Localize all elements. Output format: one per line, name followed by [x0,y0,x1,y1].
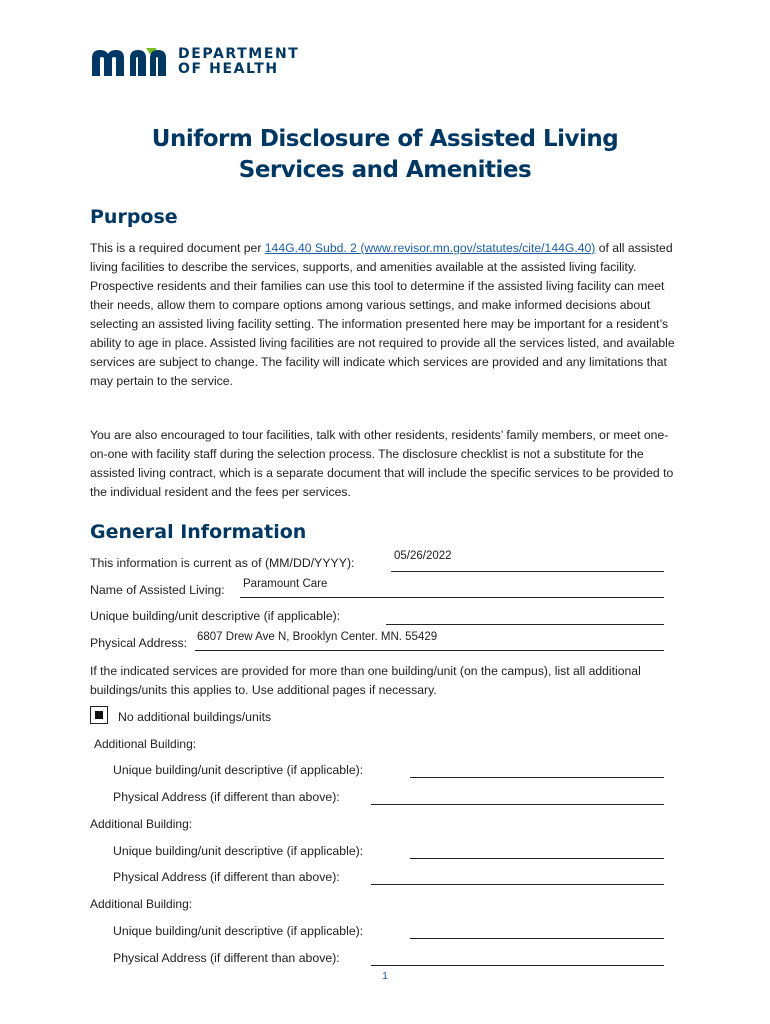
purpose-heading: Purpose [90,206,178,228]
document-title [0,124,770,186]
statute-link[interactable]: 144G.40 Subd. 2 (www.revisor.mn.gov/statutes/cite/144G.40) [264,241,596,255]
additional-unique-label: Unique building/unit descriptive (if applicable): [113,844,364,858]
facility-name-value: Paramount Care [243,578,328,590]
purpose-paragraph-1 [90,239,675,391]
additional-unique-label: Unique building/unit descriptive (if applicable): [113,924,364,938]
physical-address-field[interactable] [195,650,664,651]
additional-address-label: Physical Address (if different than above): [113,870,340,884]
additional-unique-label: Unique building/unit descriptive (if applicable): [113,763,364,777]
current-date-value: 05/26/2022 [394,550,452,562]
page-number: 1 [382,970,388,982]
no-additional-checkbox[interactable] [90,706,108,724]
multiple-buildings-note: If the indicated services are provided for more than one building/unit (on the campus), list all additional buildings/units this applies to. Use additional pages if necessary. [90,664,641,697]
additional-address-label: Physical Address (if different than above): [113,951,340,965]
logo-line-2: OF HEALTH [178,61,279,77]
purpose-intro: This is a required document per [90,241,265,255]
additional-unique-field[interactable] [410,777,664,778]
purpose-body: of all assisted living facilities to describe the services, supports, and amenities available at the assisted living facility. Prospective residents and their families can use this tool to determine if the assisted living facility can meet their needs, allow them to compare options among various settings, and make informed decisions about selecting an assisted living facility setting. The information presented here may be important for a resident’s ability to age in place. Assisted living facilities are not required to provide all the services listed, and available services are subject to change. The facility will indicate which services are provided and any limitations that may pertain to the service. [90,241,675,388]
physical-address-label: Physical Address: [90,636,188,650]
additional-building-label: Additional Building: [94,737,197,751]
unique-building-field[interactable] [386,624,664,625]
additional-address-field[interactable] [371,965,664,966]
unique-building-label: Unique building/unit descriptive (if applicable): [90,609,341,623]
additional-address-label: Physical Address (if different than above): [113,790,340,804]
additional-building-label: Additional Building: [90,817,193,831]
mdh-logo [90,44,299,80]
general-info-heading: General Information [90,521,307,543]
physical-address-value: 6807 Drew Ave N, Brooklyn Center. MN. 55429 [197,631,438,643]
facility-name-label: Name of Assisted Living: [90,583,225,597]
additional-unique-field[interactable] [410,938,664,939]
checkbox-checkmark [95,711,103,719]
no-additional-label: No additional buildings/units [118,710,272,724]
additional-address-field[interactable] [371,804,664,805]
additional-unique-field[interactable] [410,858,664,859]
purpose-paragraph-2: You are also encouraged to tour facilities, talk with other residents, residents’ family members, or meet one-on-one with facility staff during the selection process. The disclosure checklist is not a substitute for the assisted living contract, which is a separate document that will include the specific services to be provided to the individual resident and the fees per services. [90,428,674,499]
current-date-field[interactable] [391,571,664,572]
title-line-2: Services and Amenities [238,157,532,183]
facility-name-field[interactable] [240,597,664,598]
current-date-label: This information is current as of (MM/DD/YYYY): [90,556,355,570]
additional-building-label: Additional Building: [90,897,193,911]
additional-address-field[interactable] [371,884,664,885]
title-line-1: Uniform Disclosure of Assisted Living [151,126,619,152]
mn-logo-icon [90,44,170,80]
logo-line-1: DEPARTMENT [178,46,300,62]
